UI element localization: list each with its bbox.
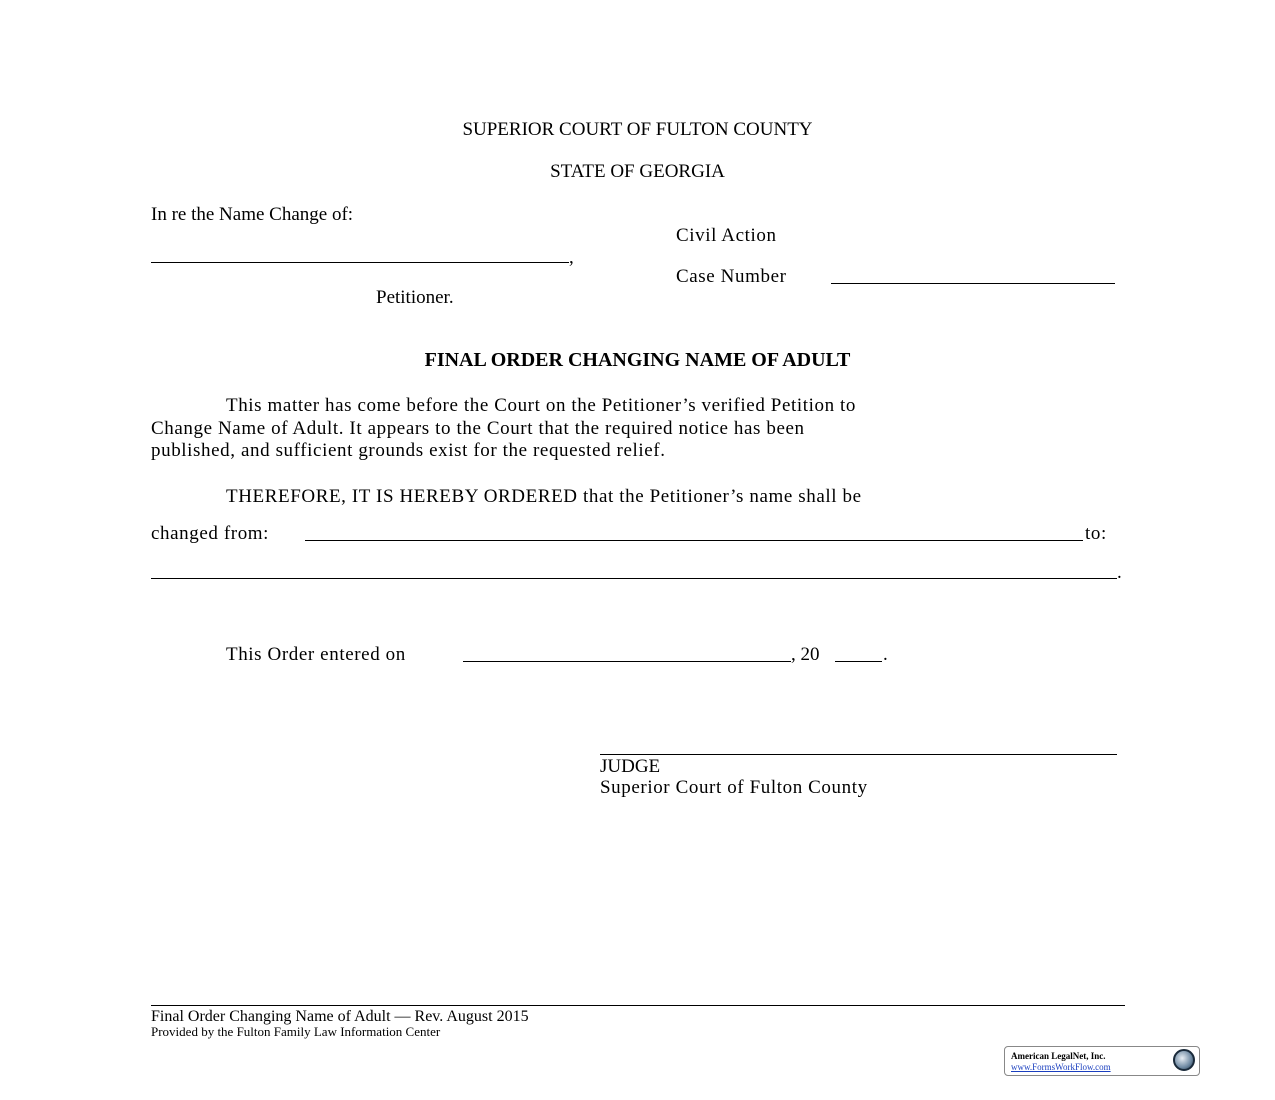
footer-provided-by: Provided by the Fulton Family Law Information Center bbox=[151, 1024, 441, 1039]
in-re-label: In re the Name Change of: bbox=[151, 204, 354, 225]
civil-action-label: Civil Action bbox=[676, 225, 777, 246]
logo-company: American LegalNet, Inc. bbox=[1011, 1051, 1106, 1061]
petitioner-label: Petitioner. bbox=[376, 287, 454, 308]
changed-from-label: changed from: bbox=[151, 523, 270, 544]
year-suffix: . bbox=[883, 644, 888, 665]
case-number-label: Case Number bbox=[676, 266, 787, 287]
year-line[interactable] bbox=[835, 661, 882, 662]
date-line[interactable] bbox=[463, 661, 791, 662]
ordered-line bbox=[226, 487, 862, 506]
ordered-rest: that the Petitioner’s name shall be bbox=[583, 486, 862, 507]
globe-icon bbox=[1173, 1049, 1195, 1071]
petitioner-name-line[interactable] bbox=[151, 262, 569, 263]
state-heading: STATE OF GEORGIA bbox=[550, 161, 725, 182]
document-title: FINAL ORDER CHANGING NAME OF ADULT bbox=[424, 349, 851, 371]
court-heading: SUPERIOR COURT OF FULTON COUNTY bbox=[462, 119, 813, 140]
american-legalnet-logo[interactable] bbox=[1004, 1046, 1200, 1076]
para1-line2: Change Name of Adult. It appears to the Court that the required notice has been bbox=[151, 418, 805, 439]
judge-signature-line[interactable] bbox=[600, 754, 1117, 755]
case-number-line[interactable] bbox=[831, 283, 1115, 284]
year-prefix: , 20 bbox=[791, 644, 820, 665]
to-label: to: bbox=[1085, 523, 1107, 544]
footer-form-title: Final Order Changing Name of Adult — Rev. August 2015 bbox=[151, 1008, 529, 1025]
new-name-line[interactable] bbox=[151, 578, 1117, 579]
logo-url-link[interactable]: www.FormsWorkFlow.com bbox=[1011, 1062, 1111, 1072]
judge-court-label: Superior Court of Fulton County bbox=[600, 777, 868, 798]
old-name-line[interactable] bbox=[305, 540, 1083, 541]
para1-line3: published, and sufficient grounds exist for the requested relief. bbox=[151, 440, 666, 461]
entered-on-label: This Order entered on bbox=[226, 644, 406, 665]
footer-divider bbox=[151, 1005, 1125, 1006]
new-name-period: . bbox=[1117, 562, 1122, 583]
para1-line1: This matter has come before the Court on the Petitioner’s verified Petition to bbox=[226, 395, 857, 416]
comma: , bbox=[569, 247, 574, 268]
judge-label: JUDGE bbox=[600, 756, 661, 777]
ordered-bold: THEREFORE, IT IS HEREBY ORDERED bbox=[226, 486, 578, 507]
